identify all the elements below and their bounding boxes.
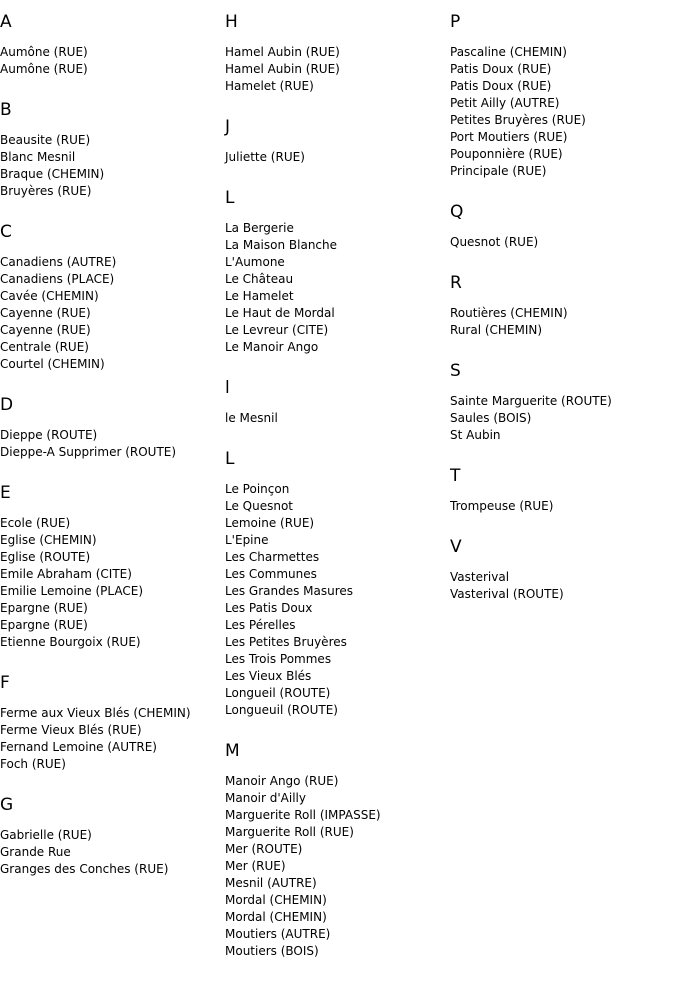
street-index-column-3 [450, 12, 675, 625]
street-link[interactable]: Epargne (RUE) [0, 618, 88, 632]
letter-heading: A [0, 12, 12, 32]
letter-heading: Q [450, 202, 464, 222]
street-link[interactable]: Cayenne (RUE) [0, 323, 91, 337]
letter-group [225, 12, 450, 95]
street-link[interactable]: St Aubin [450, 428, 501, 442]
street-link[interactable]: Les Petites Bruyères [225, 635, 347, 649]
street-link[interactable]: Emilie Lemoine (PLACE) [0, 584, 144, 598]
street-link[interactable]: Les Grandes Masures [225, 584, 354, 598]
letter-group [0, 395, 225, 461]
street-link[interactable]: Dieppe (ROUTE) [0, 428, 98, 442]
street-link[interactable]: Vasterival (ROUTE) [450, 587, 564, 601]
street-link[interactable]: Ecole (RUE) [0, 516, 71, 530]
street-link[interactable]: Eglise (CHEMIN) [0, 533, 97, 547]
street-link[interactable]: Les Pérelles [225, 618, 296, 632]
letter-heading: S [450, 361, 461, 381]
street-link[interactable]: Ferme Vieux Blés (RUE) [0, 723, 142, 737]
street-link[interactable]: le Mesnil [225, 411, 278, 425]
letter-group [450, 273, 675, 339]
street-link[interactable]: Les Patis Doux [225, 601, 313, 615]
street-link[interactable]: Canadiens (PLACE) [0, 272, 115, 286]
street-link[interactable]: Le Hamelet [225, 289, 294, 303]
street-index-column-1 [0, 12, 225, 900]
street-link[interactable]: Cayenne (RUE) [0, 306, 91, 320]
letter-group [0, 12, 225, 78]
letter-heading: D [0, 395, 14, 415]
street-link[interactable]: Moutiers (BOIS) [225, 944, 319, 958]
letter-heading: L [225, 188, 235, 208]
street-link[interactable]: Centrale (RUE) [0, 340, 89, 354]
street-link[interactable]: L'Epine [225, 533, 269, 547]
letter-group [225, 188, 450, 356]
street-link[interactable]: La Bergerie [225, 221, 294, 235]
street-link[interactable]: L'Aumone [225, 255, 285, 269]
letter-group [225, 117, 450, 166]
street-link[interactable]: Hamel Aubin (RUE) [225, 62, 340, 76]
letter-heading: R [450, 273, 462, 293]
street-link[interactable]: Granges des Conches (RUE) [0, 862, 169, 876]
street-link[interactable]: Principale (RUE) [450, 164, 547, 178]
letter-group [0, 795, 225, 878]
street-link[interactable]: Manoir d'Ailly [225, 791, 306, 805]
street-link[interactable]: Marguerite Roll (IMPASSE) [225, 808, 381, 822]
letter-heading: V [450, 537, 462, 557]
letter-heading: J [225, 117, 231, 137]
street-link[interactable]: Etienne Bourgoix (RUE) [0, 635, 141, 649]
street-link[interactable]: Hamel Aubin (RUE) [225, 45, 340, 59]
letter-group [450, 537, 675, 603]
letter-heading: G [0, 795, 14, 815]
street-link[interactable]: Aumône (RUE) [0, 62, 88, 76]
street-link[interactable]: Canadiens (AUTRE) [0, 255, 117, 269]
street-link[interactable]: Les Communes [225, 567, 317, 581]
street-link[interactable]: Juliette (RUE) [225, 150, 305, 164]
street-index-column-2 [225, 12, 450, 982]
letter-group [0, 100, 225, 200]
street-link[interactable]: Routières (CHEMIN) [450, 306, 568, 320]
letter-group [0, 222, 225, 373]
street-link[interactable]: Patis Doux (RUE) [450, 79, 552, 93]
street-link[interactable]: Saules (BOIS) [450, 411, 532, 425]
street-link[interactable]: Fernand Lemoine (AUTRE) [0, 740, 157, 754]
street-link[interactable]: Pouponnière (RUE) [450, 147, 563, 161]
street-link[interactable]: Petit Ailly (AUTRE) [450, 96, 560, 110]
street-link[interactable]: Gabrielle (RUE) [0, 828, 92, 842]
street-link[interactable]: Aumône (RUE) [0, 45, 88, 59]
street-link[interactable]: Emile Abraham (CITE) [0, 567, 132, 581]
street-link[interactable]: Les Trois Pommes [225, 652, 332, 666]
street-link[interactable]: Beausite (RUE) [0, 133, 91, 147]
street-link[interactable]: Longueil (ROUTE) [225, 686, 331, 700]
street-link[interactable]: Port Moutiers (RUE) [450, 130, 568, 144]
letter-group [225, 449, 450, 719]
street-link[interactable]: Le Château [225, 272, 294, 286]
letter-group [0, 673, 225, 773]
street-link[interactable]: Le Haut de Mordal [225, 306, 335, 320]
street-link[interactable]: Ferme aux Vieux Blés (CHEMIN) [0, 706, 191, 720]
letter-heading: L [225, 449, 235, 469]
street-link[interactable]: Bruyères (RUE) [0, 184, 92, 198]
street-link[interactable]: Petites Bruyères (RUE) [450, 113, 586, 127]
letter-group [450, 12, 675, 180]
street-link[interactable]: Lemoine (RUE) [225, 516, 315, 530]
street-link[interactable]: Cavée (CHEMIN) [0, 289, 99, 303]
street-link[interactable]: Pascaline (CHEMIN) [450, 45, 567, 59]
letter-group [450, 202, 675, 251]
street-link[interactable]: Hamelet (RUE) [225, 79, 314, 93]
letter-heading: P [450, 12, 461, 32]
street-link[interactable]: Patis Doux (RUE) [450, 62, 552, 76]
letter-group [450, 361, 675, 444]
street-link[interactable]: Braque (CHEMIN) [0, 167, 105, 181]
street-link[interactable]: La Maison Blanche [225, 238, 338, 252]
street-link[interactable]: Les Vieux Blés [225, 669, 312, 683]
street-link[interactable]: Mer (ROUTE) [225, 842, 303, 856]
street-link[interactable]: Marguerite Roll (RUE) [225, 825, 354, 839]
street-link[interactable]: Manoir Ango (RUE) [225, 774, 339, 788]
street-link[interactable]: Mesnil (AUTRE) [225, 876, 317, 890]
letter-heading: C [0, 222, 12, 242]
street-link[interactable]: Sainte Marguerite (ROUTE) [450, 394, 612, 408]
street-link[interactable]: Longueuil (ROUTE) [225, 703, 338, 717]
letter-group [225, 741, 450, 960]
letter-heading: M [225, 741, 240, 761]
letter-group [225, 378, 450, 427]
street-link[interactable]: Mer (RUE) [225, 859, 286, 873]
street-link[interactable]: Dieppe-A Supprimer (ROUTE) [0, 445, 177, 459]
street-link[interactable]: Le Manoir Ango [225, 340, 319, 354]
street-link[interactable]: Eglise (ROUTE) [0, 550, 91, 564]
street-link[interactable]: Mordal (CHEMIN) [225, 910, 327, 924]
street-link[interactable]: Vasterival [450, 570, 510, 584]
street-link[interactable]: Mordal (CHEMIN) [225, 893, 327, 907]
letter-heading: H [225, 12, 238, 32]
letter-heading: F [0, 673, 10, 693]
street-link[interactable]: Foch (RUE) [0, 757, 66, 771]
street-link[interactable]: Rural (CHEMIN) [450, 323, 543, 337]
street-link[interactable]: Blanc Mesnil [0, 150, 76, 164]
street-link[interactable]: Trompeuse (RUE) [450, 499, 554, 513]
street-link[interactable]: Grande Rue [0, 845, 71, 859]
street-link[interactable]: Epargne (RUE) [0, 601, 88, 615]
letter-group [0, 483, 225, 651]
letter-heading: B [0, 100, 12, 120]
street-link[interactable]: Courtel (CHEMIN) [0, 357, 105, 371]
letter-heading: E [0, 483, 11, 503]
street-link[interactable]: Quesnot (RUE) [450, 235, 539, 249]
street-link[interactable]: Moutiers (AUTRE) [225, 927, 331, 941]
street-link[interactable]: Les Charmettes [225, 550, 320, 564]
letter-group [450, 466, 675, 515]
letter-heading: l [225, 378, 230, 398]
street-link[interactable]: Le Levreur (CITE) [225, 323, 329, 337]
street-link[interactable]: Le Poinçon [225, 482, 290, 496]
street-link[interactable]: Le Quesnot [225, 499, 294, 513]
letter-heading: T [450, 466, 461, 486]
